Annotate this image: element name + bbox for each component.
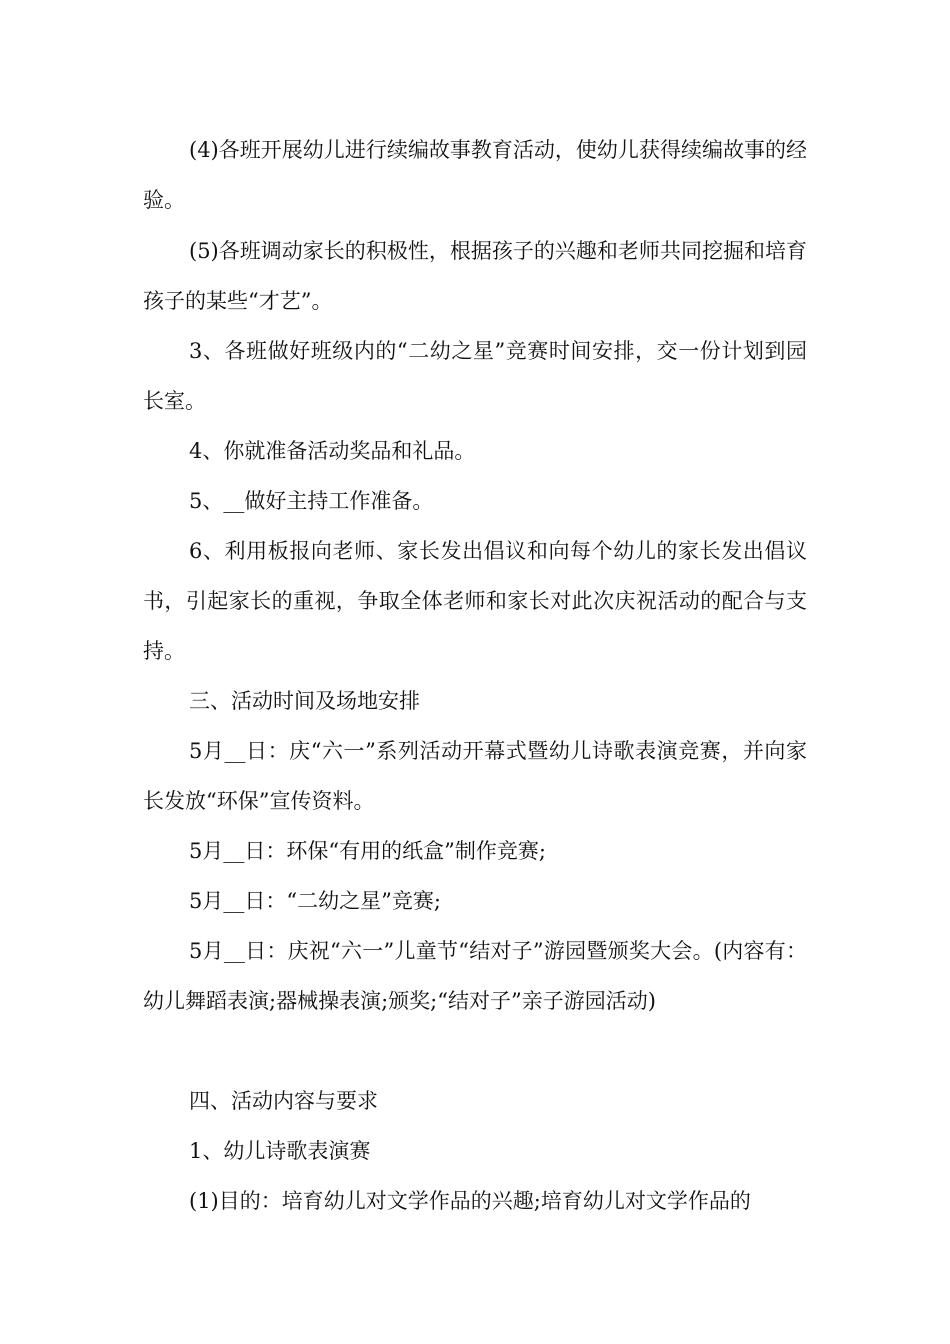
paragraph-childrens-day-fair: 5月__日：庆祝“六一”儿童节“结对子”游园暨颁奖大会。(内容有：幼儿舞蹈表演;器械操表演;颁奖;“结对子”亲子游园活动) (143, 939, 807, 1013)
subheading-poetry-contest: 1、幼儿诗歌表演赛 (189, 1139, 371, 1163)
paragraph-star-contest: 5月__日：“二幼之星”竞赛; (189, 889, 441, 913)
paragraph-proposal: 6、利用板报向老师、家长发出倡议和向每个幼儿的家长发出倡议书，引起家长的重视，争取全体老师和家长对此次庆祝活动的配合与支持。 (143, 539, 807, 663)
section-heading-schedule: 三、活动时间及场地安排 (189, 689, 420, 713)
paragraph-star-competition-schedule: 3、各班做好班级内的“二幼之星”竞赛时间安排，交一份计划到园长室。 (143, 339, 807, 413)
paragraph-opening-ceremony: 5月__日：庆“六一”系列活动开幕式暨幼儿诗歌表演竞赛，并向家长发放“环保”宣传资料。 (143, 739, 807, 813)
section-heading-content: 四、活动内容与要求 (189, 1089, 378, 1113)
paragraph-parent-involvement: (5)各班调动家长的积极性，根据孩子的兴趣和老师共同挖掘和培育孩子的某些“才艺”。 (143, 239, 807, 313)
paragraph-paper-box-contest: 5月__日：环保“有用的纸盒”制作竞赛; (189, 839, 546, 863)
paragraph-purpose: (1)目的：培育幼儿对文学作品的兴趣;培育幼儿对文学作品的 (189, 1189, 751, 1213)
paragraph-prizes: 4、你就准备活动奖品和礼品。 (189, 439, 476, 463)
paragraph-story-continuation: (4)各班开展幼儿进行续编故事教育活动，使幼儿获得续编故事的经验。 (143, 138, 807, 212)
paragraph-host-preparation: 5、__做好主持工作准备。 (189, 489, 434, 513)
